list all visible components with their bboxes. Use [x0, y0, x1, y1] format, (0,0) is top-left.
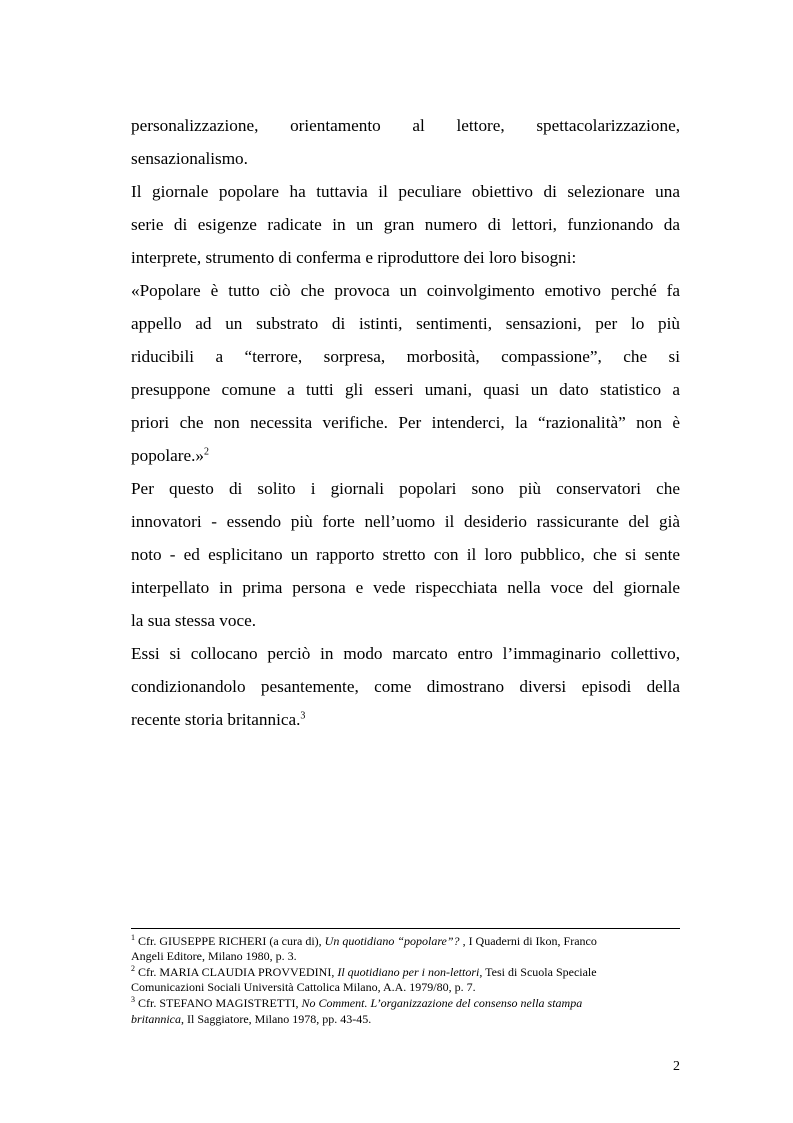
body-line-11 [131, 446, 680, 466]
body-line-19 [131, 710, 680, 730]
body-line-10: priori che non necessita verifiche. Per intenderci, la “razionalità” non è [131, 413, 680, 432]
body-line-13: innovatori - essendo più forte nell’uomo il desiderio rassicurante del già [131, 512, 680, 531]
footnote-3-line-2 [131, 1012, 680, 1026]
body-line-18: condizionandolo pesantemente, come dimostrano diversi episodi della [131, 677, 680, 696]
body-line-11-text: popolare.» [131, 446, 205, 465]
footnote-3-line-1 [131, 996, 680, 1010]
footnote-separator [131, 928, 680, 929]
body-line-7: appello ad un substrato di istinti, sentimenti, sensazioni, per lo più [131, 314, 680, 333]
body-line-17: Essi si collocano perciò in modo marcato entro l’immaginario collettivo, [131, 644, 680, 663]
body-line-16: la sua stessa voce. [131, 611, 257, 630]
footnote-3-line-2-text: , Il Saggiatore, Milano 1978, pp. 43-45. [181, 1012, 372, 1026]
body-line-3: Il giornale popolare ha tuttavia il peculiare obiettivo di selezionare una [131, 182, 680, 201]
footnote-1-number: 1 [131, 933, 135, 942]
body-line-19-text: recente storia britannica. [131, 710, 301, 729]
body-line-6: «Popolare è tutto ciò che provoca un coinvolgimento emotivo perché fa [131, 281, 680, 300]
footnote-1-line-2: Angeli Editore, Milano 1980, p. 3. [131, 949, 297, 963]
body-line-2: sensazionalismo. [131, 149, 248, 168]
footnote-1-prefix: Cfr. GIUSEPPE RICHERI (a cura di), [138, 934, 325, 948]
body-line-8: riducibili a “terrore, sorpresa, morbosità, compassione”, che si [131, 347, 680, 366]
footnote-3-title-continued: britannica [131, 1012, 181, 1026]
footnote-2-suffix: Tesi di Scuola Speciale [482, 965, 597, 979]
body-line-14: noto - ed esplicitano un rapporto stretto con il loro pubblico, che si sente [131, 545, 680, 564]
page-number: 2 [673, 1059, 680, 1074]
footnote-3-title: No Comment. L’organizzazione del consenso nella stampa [301, 996, 583, 1010]
body-line-15: interpellato in prima persona e vede rispecchiata nella voce del giornale [131, 578, 680, 597]
footnote-2-prefix: Cfr. MARIA CLAUDIA PROVVEDINI, [138, 965, 338, 979]
body-line-4: serie di esigenze radicate in un gran numero di lettori, funzionando da [131, 215, 680, 234]
footnote-ref-3: 3 [300, 710, 306, 722]
body-line-1: personalizzazione, orientamento al lettore, spettacolarizzazione, [131, 116, 680, 135]
footnote-2-title: Il quotidiano per i non-lettori, [337, 965, 483, 979]
footnote-2-line-2: Comunicazioni Sociali Università Cattolica Milano, A.A. 1979/80, p. 7. [131, 980, 476, 994]
body-line-12: Per questo di solito i giornali popolari sono più conservatori che [131, 479, 680, 498]
footnote-3-number: 3 [131, 995, 135, 1004]
footnote-2-number: 2 [131, 964, 135, 973]
body-line-9: presuppone comune a tutti gli esseri umani, quasi un dato statistico a [131, 380, 680, 399]
footnote-3-prefix: Cfr. STEFANO MAGISTRETTI, [138, 996, 302, 1010]
footnote-2-line-1 [131, 965, 680, 979]
body-line-5: interprete, strumento di conferma e riproduttore dei loro bisogni: [131, 248, 577, 267]
footnote-ref-2: 2 [204, 446, 210, 458]
footnote-1-title: Un quotidiano “popolare”? [324, 934, 460, 948]
footnote-1-suffix: , I Quaderni di Ikon, Franco [459, 934, 597, 948]
footnote-1-line-1 [131, 934, 680, 948]
